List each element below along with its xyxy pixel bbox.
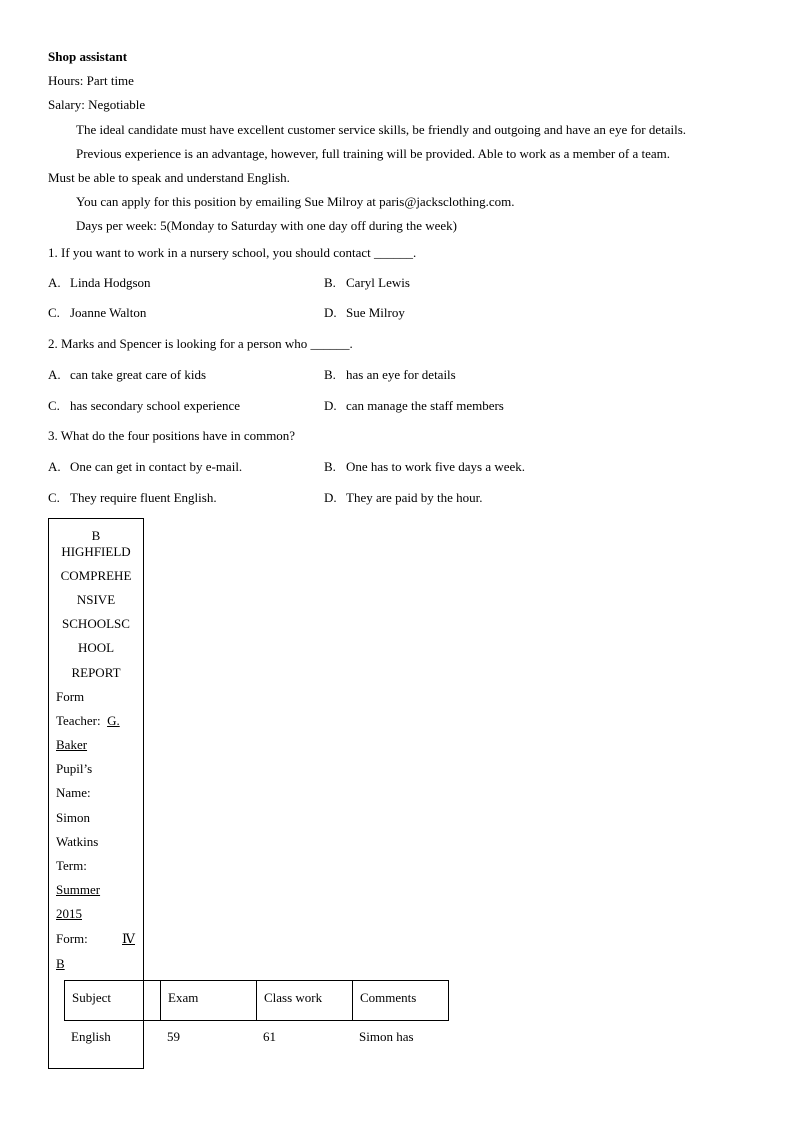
option-text: Linda Hodgson [70, 275, 151, 290]
option-letter: C. [48, 398, 60, 413]
section-letter: B [91, 528, 101, 543]
question-1-option-a[interactable] [48, 275, 151, 291]
table-cell-comments: Simon has [359, 1029, 414, 1044]
table-cell-subject: English [71, 1029, 111, 1044]
table-cell-classwork: 61 [263, 1029, 276, 1044]
option-letter: B. [324, 275, 336, 290]
question-1-stem: 1. If you want to work in a nursery school, you should contact ______. [48, 245, 417, 260]
option-letter: C. [48, 490, 60, 505]
report-title-line-1: HIGHFIELD [61, 544, 131, 559]
report-title-line-2: COMPREHE [60, 568, 132, 583]
option-text: has secondary school experience [70, 398, 241, 413]
option-text: can manage the staff members [346, 398, 504, 413]
form-label: Form: [56, 931, 88, 946]
report-title-line-3: NSIVE [76, 592, 116, 607]
ad-apply: You can apply for this position by emailing Sue Milroy at paris@jacksclothing.com. [76, 194, 515, 209]
option-text: can take great care of kids [70, 367, 207, 382]
question-3-option-a[interactable] [48, 459, 242, 475]
table-header-classwork: Class work [256, 980, 353, 1021]
question-1-option-b[interactable] [324, 275, 410, 291]
option-text: They are paid by the hour. [346, 490, 483, 505]
option-letter: B. [324, 459, 336, 474]
question-3-stem: 3. What do the four positions have in common? [48, 428, 296, 443]
report-title-line-4: SCHOOLSC [62, 616, 130, 631]
option-letter: C. [48, 305, 60, 320]
question-3-option-c[interactable] [48, 490, 217, 506]
option-text: They require fluent English. [70, 490, 217, 505]
table-cell-exam: 59 [167, 1029, 180, 1044]
option-letter: A. [48, 275, 61, 290]
question-2-stem: 2. Marks and Spencer is looking for a person who ______. [48, 336, 353, 351]
ad-description-2: Previous experience is an advantage, however, full training will be provided. Able to work as a member of a team. [76, 146, 671, 161]
teacher-last: Baker [56, 737, 88, 752]
ad-days: Days per week: 5(Monday to Saturday with one day off during the week) [76, 218, 457, 233]
question-2-option-c[interactable] [48, 398, 240, 414]
option-letter: D. [324, 490, 337, 505]
term-value-2: 2015 [56, 906, 82, 921]
form-value-1: Ⅳ [122, 931, 135, 946]
question-3-option-d[interactable] [324, 490, 482, 506]
pupil-label-2: Name: [56, 785, 91, 800]
ad-title: Shop assistant [48, 49, 128, 64]
ad-hours: Hours: Part time [48, 73, 134, 88]
form-teacher-label-2 [56, 713, 120, 729]
option-text: Caryl Lewis [346, 275, 410, 290]
question-2-option-d[interactable] [324, 398, 504, 414]
question-2-option-b[interactable] [324, 367, 456, 383]
ad-description-3: Must be able to speak and understand English. [48, 170, 290, 185]
option-text: One can get in contact by e-mail. [70, 459, 243, 474]
question-3-option-b[interactable] [324, 459, 525, 475]
pupil-first: Simon [56, 810, 90, 825]
teacher-first: G. [107, 713, 120, 728]
report-title-line-5: HOOL [77, 640, 115, 655]
form-value-2: B [56, 956, 65, 971]
table-header-exam: Exam [160, 980, 257, 1021]
option-text: Sue Milroy [346, 305, 405, 320]
option-letter: D. [324, 398, 337, 413]
option-text: One has to work five days a week. [346, 459, 526, 474]
term-value-1: Summer [56, 882, 101, 897]
form-teacher-label-1: Form [56, 689, 85, 704]
term-label: Term: [56, 858, 87, 873]
option-text: has an eye for details [346, 367, 456, 382]
table-header-comments: Comments [352, 980, 449, 1021]
question-2-option-a[interactable] [48, 367, 206, 383]
option-letter: A. [48, 459, 61, 474]
teacher-label: Teacher: [56, 713, 101, 728]
report-title-line-6: REPORT [71, 665, 121, 680]
question-1-option-d[interactable] [324, 305, 405, 321]
question-1-option-c[interactable] [48, 305, 146, 321]
ad-salary: Salary: Negotiable [48, 97, 146, 112]
table-header-subject: Subject [64, 980, 161, 1021]
option-letter: A. [48, 367, 61, 382]
option-letter: D. [324, 305, 337, 320]
pupil-label-1: Pupil’s [56, 761, 93, 776]
option-text: Joanne Walton [70, 305, 147, 320]
ad-description-1: The ideal candidate must have excellent customer service skills, be friendly and outgoing and have an eye for details. [76, 122, 687, 137]
pupil-last: Watkins [56, 834, 99, 849]
option-letter: B. [324, 367, 336, 382]
